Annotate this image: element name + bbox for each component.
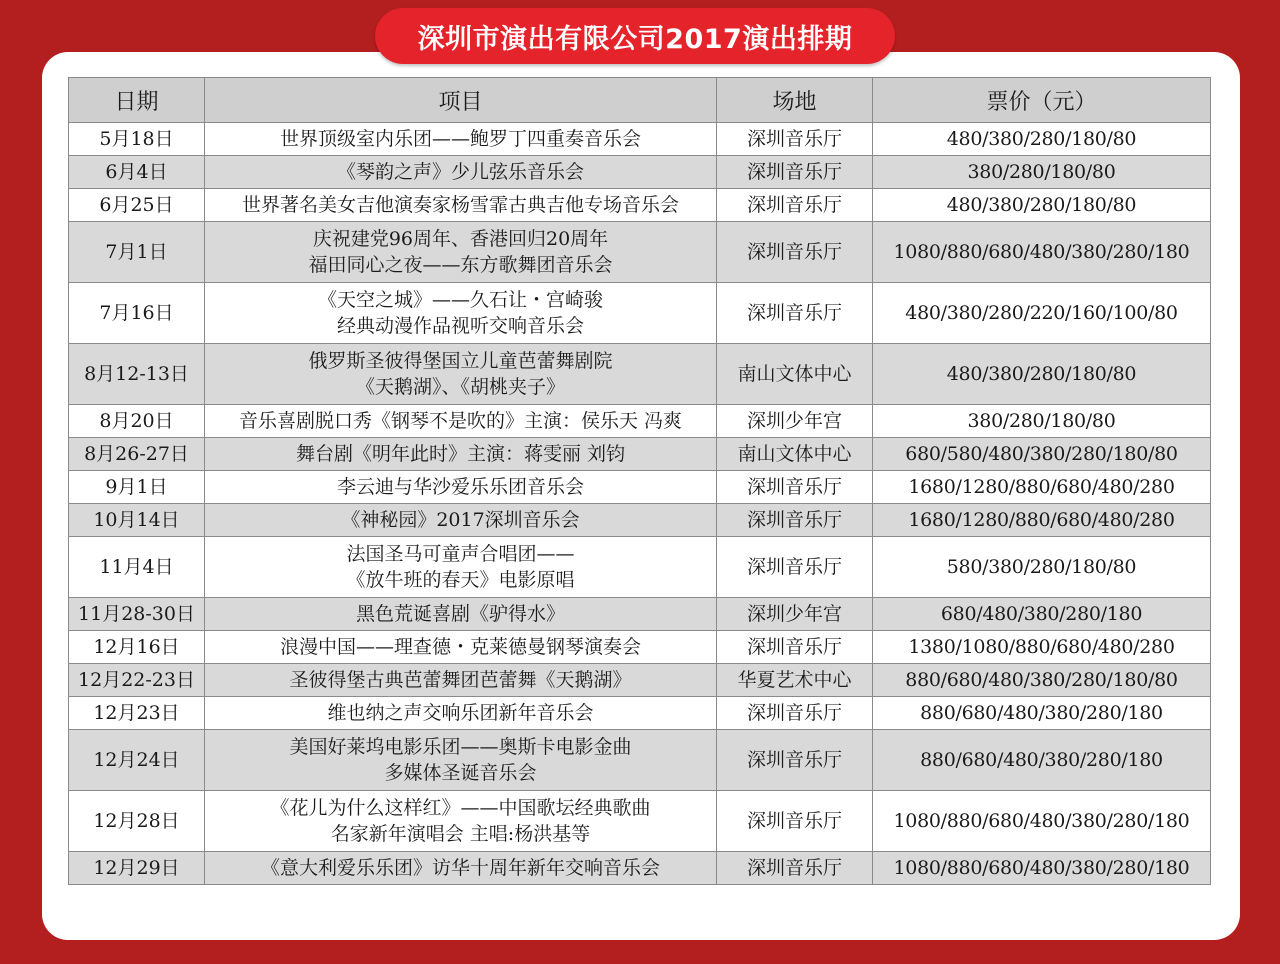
table-row [69,222,1211,283]
row-venue: 深圳音乐厅 [717,537,873,598]
row-venue: 深圳音乐厅 [717,189,873,222]
row-price: 480/380/280/180/80 [873,189,1211,222]
table-row [69,283,1211,344]
table-header-row [69,78,1211,123]
row-price: 1080/880/680/480/380/280/180 [873,222,1211,283]
row-date: 7月1日 [69,222,205,283]
project-line: 多媒体圣诞音乐会 [384,762,537,784]
row-date: 6月25日 [69,189,205,222]
row-date: 8月12-13日 [69,344,205,405]
header-project: 项目 [205,78,717,123]
table-row [69,730,1211,791]
row-project [205,791,717,852]
row-venue: 深圳音乐厅 [717,504,873,537]
row-project [205,405,717,438]
row-venue: 深圳音乐厅 [717,730,873,791]
project-line: 法国圣马可童声合唱团—— [346,543,575,565]
row-price: 480/380/280/180/80 [873,123,1211,156]
row-date: 12月28日 [69,791,205,852]
row-project [205,504,717,537]
row-date: 10月14日 [69,504,205,537]
schedule-table [68,77,1211,885]
row-project [205,222,717,283]
row-venue: 南山文体中心 [717,344,873,405]
row-project [205,123,717,156]
row-price: 1680/1280/880/680/480/280 [873,504,1211,537]
table-row [69,123,1211,156]
project-line: 庆祝建党96周年、香港回归20周年 [312,228,609,250]
row-project [205,664,717,697]
project-line: 世界著名美女吉他演奏家杨雪霏古典吉他专场音乐会 [241,194,679,216]
table-row [69,344,1211,405]
row-date: 12月22-23日 [69,664,205,697]
table-row [69,504,1211,537]
row-venue: 深圳少年宫 [717,405,873,438]
project-line: 舞台剧《明年此时》主演：蒋雯丽 刘钧 [295,443,626,465]
project-line: 圣彼得堡古典芭蕾舞团芭蕾舞《天鹅湖》 [289,669,632,691]
row-venue: 深圳音乐厅 [717,471,873,504]
row-project [205,537,717,598]
row-price: 480/380/280/180/80 [873,344,1211,405]
row-price: 1080/880/680/480/380/280/180 [873,791,1211,852]
row-date: 11月4日 [69,537,205,598]
project-line: 浪漫中国——理查德・克莱德曼钢琴演奏会 [279,636,641,658]
project-line: 美国好莱坞电影乐团——奥斯卡电影金曲 [289,736,632,758]
row-date: 6月4日 [69,156,205,189]
row-project [205,344,717,405]
table-row [69,189,1211,222]
row-date: 12月29日 [69,852,205,885]
row-project [205,631,717,664]
project-line: 《天空之城》——久石让・宫崎骏 [317,289,603,311]
row-project [205,852,717,885]
table-row [69,405,1211,438]
project-line: 李云迪与华沙爱乐乐团音乐会 [336,476,584,498]
project-line: 俄罗斯圣彼得堡国立儿童芭蕾舞剧院 [308,350,613,372]
row-price: 880/680/480/380/280/180/80 [873,664,1211,697]
row-price: 1680/1280/880/680/480/280 [873,471,1211,504]
project-line: 《神秘园》2017深圳音乐会 [341,509,580,531]
project-line: 名家新年演唱会 主唱:杨洪基等 [330,823,591,845]
row-venue: 深圳音乐厅 [717,222,873,283]
project-line: 音乐喜剧脱口秀《钢琴不是吹的》主演：侯乐天 冯爽 [238,410,683,432]
project-line: 世界顶级室内乐团——鲍罗丁四重奏音乐会 [279,128,641,150]
row-venue: 深圳音乐厅 [717,283,873,344]
row-date: 11月28-30日 [69,598,205,631]
row-price: 880/680/480/380/280/180 [873,697,1211,730]
table-row [69,631,1211,664]
table-row [69,852,1211,885]
project-line: 《琴韵之声》少儿弦乐音乐会 [336,161,584,183]
table-row [69,598,1211,631]
row-project [205,438,717,471]
row-venue: 深圳音乐厅 [717,631,873,664]
table-row [69,791,1211,852]
project-line: 经典动漫作品视听交响音乐会 [336,315,584,337]
row-price: 380/280/180/80 [873,156,1211,189]
table-row [69,537,1211,598]
row-venue: 华夏艺术中心 [717,664,873,697]
row-date: 5月18日 [69,123,205,156]
row-venue: 深圳少年宫 [717,598,873,631]
page-title: 深圳市演出有限公司2017演出排期 [375,8,895,64]
header-date: 日期 [69,78,205,123]
table-row [69,438,1211,471]
row-price: 380/280/180/80 [873,405,1211,438]
table-body [69,123,1211,885]
row-price: 880/680/480/380/280/180 [873,730,1211,791]
row-project [205,697,717,730]
row-project [205,189,717,222]
row-price: 480/380/280/220/160/100/80 [873,283,1211,344]
table-row [69,156,1211,189]
row-price: 1380/1080/880/680/480/280 [873,631,1211,664]
row-venue: 深圳音乐厅 [717,697,873,730]
project-line: 黑色荒诞喜剧《驴得水》 [355,603,565,625]
row-date: 9月1日 [69,471,205,504]
row-project [205,598,717,631]
row-project [205,156,717,189]
row-price: 680/480/380/280/180 [873,598,1211,631]
table-row [69,697,1211,730]
row-price: 680/580/480/380/280/180/80 [873,438,1211,471]
row-venue: 深圳音乐厅 [717,156,873,189]
row-project [205,471,717,504]
row-date: 8月20日 [69,405,205,438]
row-date: 12月16日 [69,631,205,664]
header-venue: 场地 [717,78,873,123]
row-venue: 深圳音乐厅 [717,791,873,852]
table-row [69,471,1211,504]
header-price: 票价（元） [873,78,1211,123]
project-line: 《花儿为什么这样红》——中国歌坛经典歌曲 [270,797,651,819]
row-price: 580/380/280/180/80 [873,537,1211,598]
project-line: 维也纳之声交响乐团新年音乐会 [327,702,594,724]
row-venue: 深圳音乐厅 [717,123,873,156]
row-price: 1080/880/680/480/380/280/180 [873,852,1211,885]
project-line: 《放牛班的春天》电影原唱 [346,569,575,591]
project-line: 《天鹅湖》、《胡桃夹子》 [355,376,565,398]
row-date: 12月23日 [69,697,205,730]
row-date: 12月24日 [69,730,205,791]
project-line: 福田同心之夜——东方歌舞团音乐会 [308,254,613,276]
row-date: 7月16日 [69,283,205,344]
row-venue: 南山文体中心 [717,438,873,471]
row-project [205,730,717,791]
project-line: 《意大利爱乐乐团》访华十周年新年交响音乐会 [260,857,660,879]
table-row [69,664,1211,697]
row-date: 8月26-27日 [69,438,205,471]
row-venue: 深圳音乐厅 [717,852,873,885]
row-project [205,283,717,344]
